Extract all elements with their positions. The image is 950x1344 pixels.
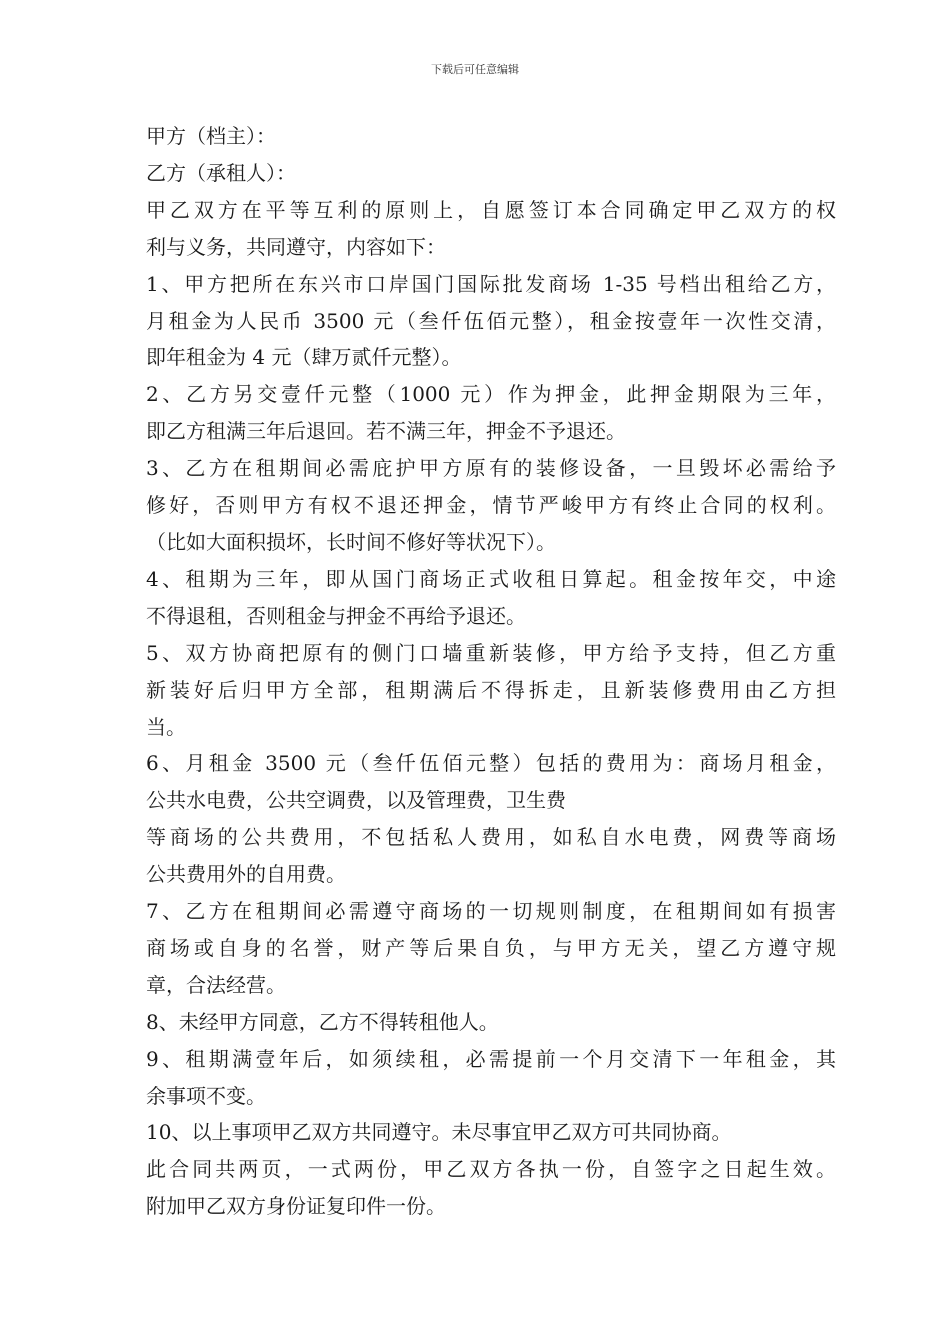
contract-line: 甲乙双方在平等互利的原则上，自愿签订本合同确定甲乙双方的权	[146, 197, 836, 222]
contract-line: 8、未经甲方同意，乙方不得转租他人。	[146, 1009, 499, 1034]
contract-line: 新装好后归甲方全部，租期满后不得拆走，且新装修费用由乙方担	[146, 677, 836, 702]
contract-line: 2、乙方另交壹仟元整（1000 元）作为押金，此押金期限为三年，	[146, 382, 836, 407]
contract-line: 乙方（承租人）：	[146, 160, 296, 185]
contract-line: 修好，否则甲方有权不退还押金，情节严峻甲方有终止合同的权利。	[146, 493, 836, 518]
contract-line: 10、以上事项甲乙双方共同遵守。未尽事宜甲乙双方可共同协商。	[146, 1120, 732, 1145]
contract-line: 余事项不变。	[146, 1083, 266, 1108]
contract-line: 月租金为人民币 3500 元（叁仟伍佰元整），租金按壹年一次性交清，	[146, 308, 836, 333]
contract-line: 此合同共两页，一式两份，甲乙双方各执一份，自签字之日起生效。	[146, 1157, 836, 1182]
contract-line: 5、双方协商把原有的侧门口墙重新装修，甲方给予支持，但乙方重	[146, 640, 836, 665]
contract-line: 即乙方租满三年后退回。若不满三年，押金不予退还。	[146, 419, 626, 444]
contract-line: 甲方（档主）：	[146, 124, 276, 148]
contract-line: 公共费用外的自用费。	[146, 862, 346, 887]
contract-line: 7、乙方在租期间必需遵守商场的一切规则制度，在租期间如有损害	[146, 899, 836, 924]
contract-line: 等商场的公共费用，不包括私人费用，如私自水电费，网费等商场	[146, 825, 836, 850]
page-header: 下载后可任意编辑	[431, 63, 519, 76]
contract-line: 9、租期满壹年后，如须续租，必需提前一个月交清下一年租金，其	[146, 1046, 836, 1071]
contract-line: 不得退租，否则租金与押金不再给予退还。	[146, 603, 526, 628]
contract-line: 商场或自身的名誉，财产等后果自负，与甲方无关，望乙方遵守规	[146, 935, 836, 960]
contract-body	[146, 118, 836, 1225]
contract-line: 当。	[146, 714, 186, 739]
contract-line: （比如大面积损坏，长时间不修好等状况下）。	[146, 529, 556, 554]
contract-line: 6、月租金 3500 元（叁仟伍佰元整）包括的费用为：商场月租金，	[146, 751, 836, 776]
contract-line: 1、甲方把所在东兴市口岸国门国际批发商场 1-35 号档出租给乙方，	[146, 271, 836, 296]
contract-line: 3、乙方在租期间必需庇护甲方原有的装修设备，一旦毁坏必需给予	[146, 456, 836, 481]
contract-line: 附加甲乙双方身份证复印件一份。	[146, 1194, 446, 1219]
contract-line: 4、租期为三年，即从国门商场正式收租日算起。租金按年交，中途	[146, 566, 836, 591]
contract-line: 利与义务，共同遵守，内容如下：	[146, 234, 446, 259]
contract-line: 即年租金为 4 元（肆万贰仟元整）。	[146, 345, 462, 370]
contract-line: 章，合法经营。	[146, 972, 286, 997]
contract-line: 公共水电费，公共空调费，以及管理费，卫生费	[146, 788, 566, 813]
